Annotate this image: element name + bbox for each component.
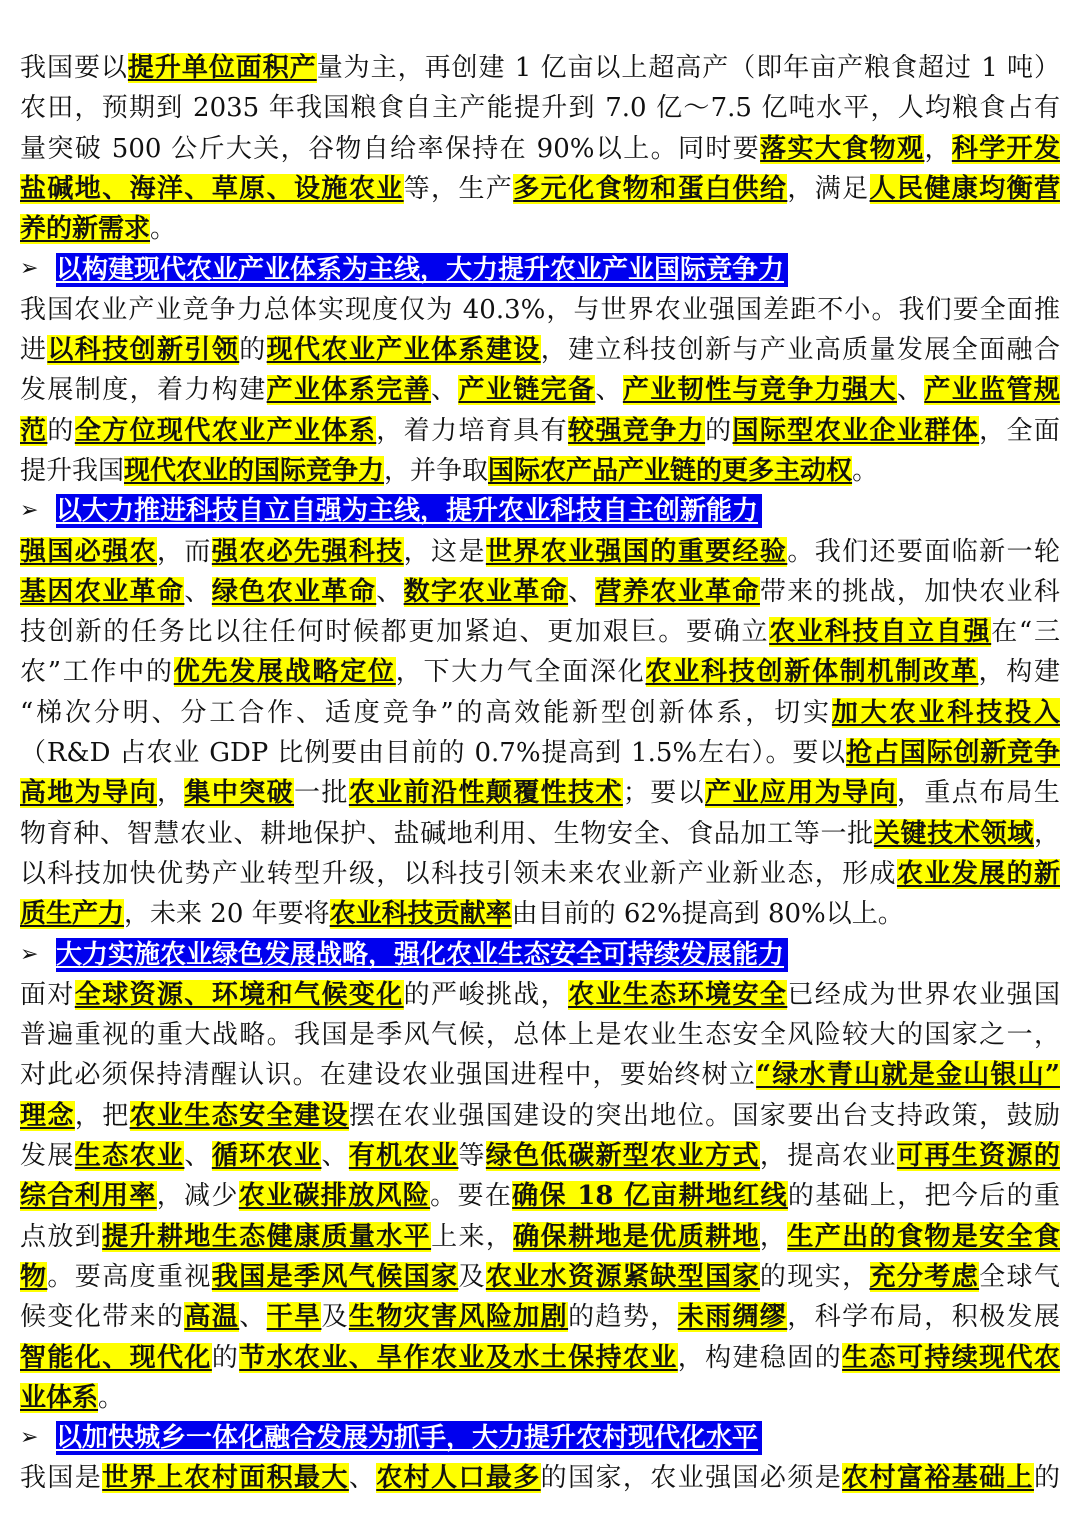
text-segment: 的	[211, 1342, 240, 1373]
text-segment: 候变化带来的	[20, 1302, 185, 1333]
highlighted-phrase: “绿水青山就是金山银山”	[756, 1060, 1060, 1091]
highlighted-phrase: 提升单位面积产	[127, 53, 317, 83]
highlighted-phrase: 范	[20, 415, 48, 446]
highlighted-phrase: 生产出的食物是安全食	[787, 1221, 1060, 1252]
text-segment: 农田，预期到 2035 年我国粮食自主产能提升到 7.0 亿～7.5 亿吨水平，人均粮食占有	[20, 93, 1060, 124]
highlighted-phrase: 生物灾害风险加剧	[348, 1302, 569, 1333]
highlighted-phrase: 营养农业革命	[595, 576, 760, 607]
arrowhead-bullet-icon: ➢	[20, 1425, 39, 1451]
text-segment: 、	[321, 1141, 349, 1172]
text-segment: 、	[184, 576, 212, 607]
text-segment: 、	[376, 576, 404, 607]
highlighted-phrase: 基因农业革命	[20, 576, 185, 607]
text-segment: ，并争取	[384, 455, 489, 486]
text-segment: ，提高农业	[759, 1141, 897, 1172]
text-line	[20, 290, 1060, 330]
text-line	[20, 1297, 1060, 1337]
section-heading: 大力实施农业绿色发展战略，强化农业生态安全可持续发展能力	[56, 938, 788, 972]
text-segment: 面对	[20, 979, 75, 1010]
text-segment: 的	[47, 415, 75, 446]
highlighted-phrase: 理念	[20, 1100, 75, 1131]
highlighted-phrase: 智能化、现代化	[20, 1342, 212, 1373]
text-segment: 发展	[20, 1141, 75, 1172]
highlighted-phrase: 确保 18 亿亩耕地红线	[512, 1181, 788, 1212]
text-segment: 由目前的 62%提高到 80%以上。	[511, 899, 904, 930]
text-segment: 提升我国	[20, 455, 125, 486]
highlighted-phrase: 我国是季风气候国家	[211, 1261, 459, 1292]
highlighted-phrase: 农业科技创新体制机制改革	[645, 657, 979, 688]
highlighted-phrase: 落实大食物观	[760, 133, 925, 164]
text-segment: 、	[595, 375, 623, 406]
text-line	[20, 693, 1060, 733]
text-segment: 农”工作中的	[20, 657, 174, 688]
text-segment: 。我们还要面临新一轮	[787, 536, 1060, 567]
highlighted-phrase: 农业科技贡献率	[329, 899, 512, 930]
text-line	[20, 652, 1060, 692]
text-segment: 我国农业产业竞争力总体实现度仅为 40.3%，与世界农业强国差距不小。我们要全面推	[20, 294, 1060, 325]
text-segment: ，未来 20 年要将	[124, 899, 330, 930]
text-segment: 摆在农业强国建设的突出地位。国家要出台支持政策，鼓励	[348, 1100, 1060, 1131]
text-line	[20, 975, 1060, 1015]
text-segment: 已经成为世界农业强国	[787, 979, 1060, 1010]
highlighted-phrase: 较强竞争力	[568, 415, 706, 446]
text-segment: 点放到	[20, 1221, 103, 1252]
text-segment: 量突破 500 公斤大关，谷物自给率保持在 90%以上。同时要	[20, 133, 761, 164]
section-heading: 以大力推进科技自立自强为主线，提升农业科技自主创新能力	[56, 494, 762, 528]
text-segment: 。	[98, 1382, 125, 1413]
highlighted-phrase: 节水农业、旱作农业及水土保持农业	[239, 1342, 678, 1373]
highlighted-phrase: 加大农业科技投入	[831, 697, 1060, 728]
text-segment: ，减少	[156, 1181, 239, 1212]
text-segment: 。要在	[430, 1181, 513, 1212]
section-heading-line	[20, 935, 1060, 975]
text-segment: 及	[458, 1261, 486, 1292]
text-line	[20, 48, 1060, 88]
highlighted-phrase: 集中突破	[184, 778, 295, 809]
highlighted-phrase: 盐碱地、海洋、草原、设施农业	[20, 173, 404, 204]
text-segment: 等	[458, 1141, 486, 1172]
text-segment: 一批	[294, 778, 349, 809]
text-segment: 、	[348, 1463, 377, 1494]
text-segment: 发展制度，着力构建	[20, 375, 267, 406]
highlighted-phrase: 产业链完备	[458, 375, 596, 406]
highlighted-phrase: 关键技术领域	[873, 818, 1034, 849]
text-line	[20, 1136, 1060, 1176]
text-line	[20, 209, 1060, 249]
text-segment: 等，生产	[403, 173, 514, 204]
text-segment: ，满足	[787, 173, 870, 204]
text-line	[20, 1458, 1060, 1498]
text-segment: 。要高度重视	[47, 1261, 212, 1292]
text-segment: 、	[568, 576, 596, 607]
text-segment: ，下大力气全面深化	[395, 657, 646, 688]
text-line	[20, 129, 1060, 169]
highlighted-phrase: 农业生态环境安全	[568, 979, 788, 1010]
highlighted-phrase: 农业碳排放风险	[238, 1181, 431, 1212]
highlighted-phrase: 农村人口最多	[376, 1463, 541, 1494]
highlighted-phrase: 优先发展战略定位	[173, 657, 396, 688]
section-heading-line	[20, 1418, 1060, 1458]
text-line	[20, 1217, 1060, 1257]
highlighted-phrase: 养的新需求	[20, 214, 151, 245]
text-segment: 我国是	[20, 1463, 103, 1494]
text-segment: ，构建	[978, 657, 1060, 688]
text-line	[20, 773, 1060, 813]
highlighted-phrase: 全方位现代农业产业体系	[74, 415, 377, 446]
text-line	[20, 733, 1060, 773]
arrowhead-bullet-icon: ➢	[20, 256, 39, 282]
highlighted-phrase: 全球资源、环境和气候变化	[74, 979, 404, 1010]
text-line	[20, 532, 1060, 572]
highlighted-phrase: 强农必先强科技	[211, 536, 404, 567]
highlighted-phrase: 提升耕地生态健康质量水平	[102, 1221, 432, 1252]
text-segment: 的现实，	[759, 1261, 870, 1292]
text-segment: ，把	[74, 1100, 130, 1131]
highlighted-phrase: 循环农业	[211, 1141, 322, 1172]
text-segment: 上来，	[431, 1221, 514, 1252]
highlighted-phrase: 农业前沿性颠覆性技术	[348, 778, 623, 809]
highlighted-phrase: 可再生资源的	[896, 1141, 1060, 1172]
section-heading: 以构建现代农业产业体系为主线，大力提升农业产业国际竞争力	[56, 253, 788, 287]
text-line	[20, 1096, 1060, 1136]
text-line	[20, 612, 1060, 652]
text-segment: 进	[20, 335, 48, 366]
text-segment: 的趋势，	[568, 1302, 678, 1333]
text-line	[20, 411, 1060, 451]
text-segment: 在“三	[991, 617, 1060, 648]
text-segment: ，全面	[979, 415, 1060, 446]
highlighted-phrase: 世界农业强国的重要经验	[485, 536, 788, 567]
arrowhead-bullet-icon: ➢	[20, 941, 39, 967]
highlighted-phrase: 有机农业	[348, 1141, 459, 1172]
text-line	[20, 451, 1060, 491]
text-segment: 物育种、智慧农业、耕地保护、盐碱地利用、生物安全、食品加工等一批	[20, 818, 874, 849]
text-segment: ，着力培育具有	[376, 415, 569, 446]
highlighted-phrase: 农业水资源紧缺型国家	[485, 1261, 760, 1292]
highlighted-phrase: 生态可持续现代农	[842, 1342, 1060, 1373]
highlighted-phrase: 国际农产品产业链的更多主动权	[488, 455, 853, 486]
highlighted-phrase: 以科技创新引领	[47, 335, 240, 366]
text-segment: ，	[157, 778, 185, 809]
highlighted-phrase: 充分考虑	[869, 1261, 980, 1292]
text-segment: 全球气	[979, 1261, 1060, 1292]
highlighted-phrase: 现代农业产业体系建设	[266, 335, 541, 366]
highlighted-phrase: 农业科技自立自强	[769, 617, 992, 648]
text-segment: （R&D 占农业 GDP 比例要由目前的 0.7%提高到 1.5%左右）。要以	[20, 738, 847, 769]
highlighted-phrase: 产业监管规	[924, 375, 1060, 406]
text-line	[20, 1176, 1060, 1216]
text-segment: 以科技加快优势产业转型升级，以科技引领未来农业新产业新业态，形成	[20, 858, 897, 889]
text-line	[20, 854, 1060, 894]
text-line	[20, 814, 1060, 854]
highlighted-phrase: 人民健康均衡营	[869, 173, 1060, 204]
text-segment: ，而	[157, 536, 212, 567]
highlighted-phrase: 干旱	[266, 1302, 322, 1333]
text-segment: ；要以	[622, 778, 706, 809]
section-heading: 以加快城乡一体化融合发展为抓手，大力提升农村现代化水平	[56, 1421, 762, 1455]
highlighted-phrase: 科学开发	[951, 133, 1060, 164]
highlighted-phrase: 绿色农业革命	[211, 576, 377, 607]
text-segment: 、	[896, 375, 925, 406]
highlighted-phrase: 业体系	[20, 1382, 99, 1413]
highlighted-phrase: 产业韧性与竞争力强大	[622, 375, 897, 406]
section-heading-line	[20, 491, 1060, 531]
highlighted-phrase: 质生产力	[20, 899, 125, 930]
section-heading-line	[20, 249, 1060, 289]
highlighted-phrase: 强国必强农	[20, 536, 158, 567]
highlighted-phrase: 现代农业的国际竞争力	[124, 455, 385, 486]
highlighted-phrase: 多元化食物和蛋白供给	[513, 173, 788, 204]
highlighted-phrase: 物	[20, 1261, 48, 1292]
text-segment: 对此必须保持清醒认识。在建设农业强国进程中，要始终树立	[20, 1060, 757, 1091]
text-segment: 普遍重视的重大战略。我国是季风气候，总体上是农业生态安全风险较大的国家之一，	[20, 1020, 1060, 1051]
text-segment: 我国要以	[20, 53, 128, 83]
text-line	[20, 169, 1060, 209]
text-line	[20, 88, 1060, 128]
text-segment: ，建立科技创新与产业高质量发展全面融合	[540, 335, 1060, 366]
highlighted-phrase: 世界上农村面积最大	[102, 1463, 349, 1494]
text-segment: 的	[239, 335, 267, 366]
text-line	[20, 572, 1060, 612]
highlighted-phrase: 综合利用率	[20, 1181, 157, 1212]
highlighted-phrase: 抢占国际创新竞争	[846, 738, 1060, 769]
text-segment: 。	[150, 214, 177, 245]
text-segment: 技创新的任务比以往任何时候都更加紧迫、更加艰巨。要确立	[20, 617, 770, 648]
text-line	[20, 894, 1060, 934]
text-segment: ，科学布局，积极发展	[787, 1302, 1060, 1333]
highlighted-phrase: 产业体系完善	[266, 375, 432, 406]
text-segment: 的	[1033, 1463, 1060, 1494]
text-segment: “梯次分明、分工合作、适度竞争”的高效能新型创新体系，切实	[20, 697, 832, 728]
text-segment: 带来的挑战，加快农业科	[759, 576, 1060, 607]
text-segment: ，构建稳固的	[677, 1342, 843, 1373]
highlighted-phrase: 高温	[184, 1302, 240, 1333]
text-line	[20, 1257, 1060, 1297]
highlighted-phrase: 农业生态安全建设	[129, 1100, 349, 1131]
text-segment: 。	[852, 455, 879, 486]
text-segment: ，这是	[403, 536, 486, 567]
text-segment: 、	[431, 375, 459, 406]
arrowhead-bullet-icon: ➢	[20, 498, 39, 524]
text-segment: 、	[239, 1302, 267, 1333]
text-segment: ，	[1033, 818, 1060, 849]
text-segment: 、	[184, 1141, 212, 1172]
text-line	[20, 330, 1060, 370]
text-segment: 的基础上，把今后的重	[787, 1181, 1060, 1212]
highlighted-phrase: 绿色低碳新型农业方式	[485, 1141, 760, 1172]
highlighted-phrase: 数字农业革命	[403, 576, 569, 607]
highlighted-phrase: 确保耕地是优质耕地	[513, 1221, 760, 1252]
highlighted-phrase: 农业发展的新	[896, 858, 1060, 889]
highlighted-phrase: 农村富裕基础上	[842, 1463, 1034, 1494]
text-segment: 的国家，农业强国必须是	[540, 1463, 843, 1494]
text-line	[20, 1055, 1060, 1095]
highlighted-phrase: 国际型农业企业群体	[732, 415, 980, 446]
text-segment: 的严峻挑战，	[403, 979, 569, 1010]
text-segment: ，	[759, 1221, 788, 1252]
text-segment: 的	[705, 415, 733, 446]
highlighted-phrase: 高地为导向	[20, 778, 158, 809]
text-segment: ，重点布局生	[896, 778, 1060, 809]
text-line	[20, 1338, 1060, 1378]
text-line	[20, 1015, 1060, 1055]
highlighted-phrase: 未雨绸缪	[677, 1302, 788, 1333]
highlighted-phrase: 产业应用为导向	[705, 778, 897, 809]
text-line	[20, 1378, 1060, 1418]
text-segment: 及	[321, 1302, 349, 1333]
highlighted-phrase: 生态农业	[74, 1141, 185, 1172]
text-segment: ，	[924, 133, 952, 164]
text-segment: 量为主，再创建 1 亿亩以上超高产（即年亩产粮食超过 1 吨）	[316, 53, 1060, 83]
text-line	[20, 370, 1060, 410]
